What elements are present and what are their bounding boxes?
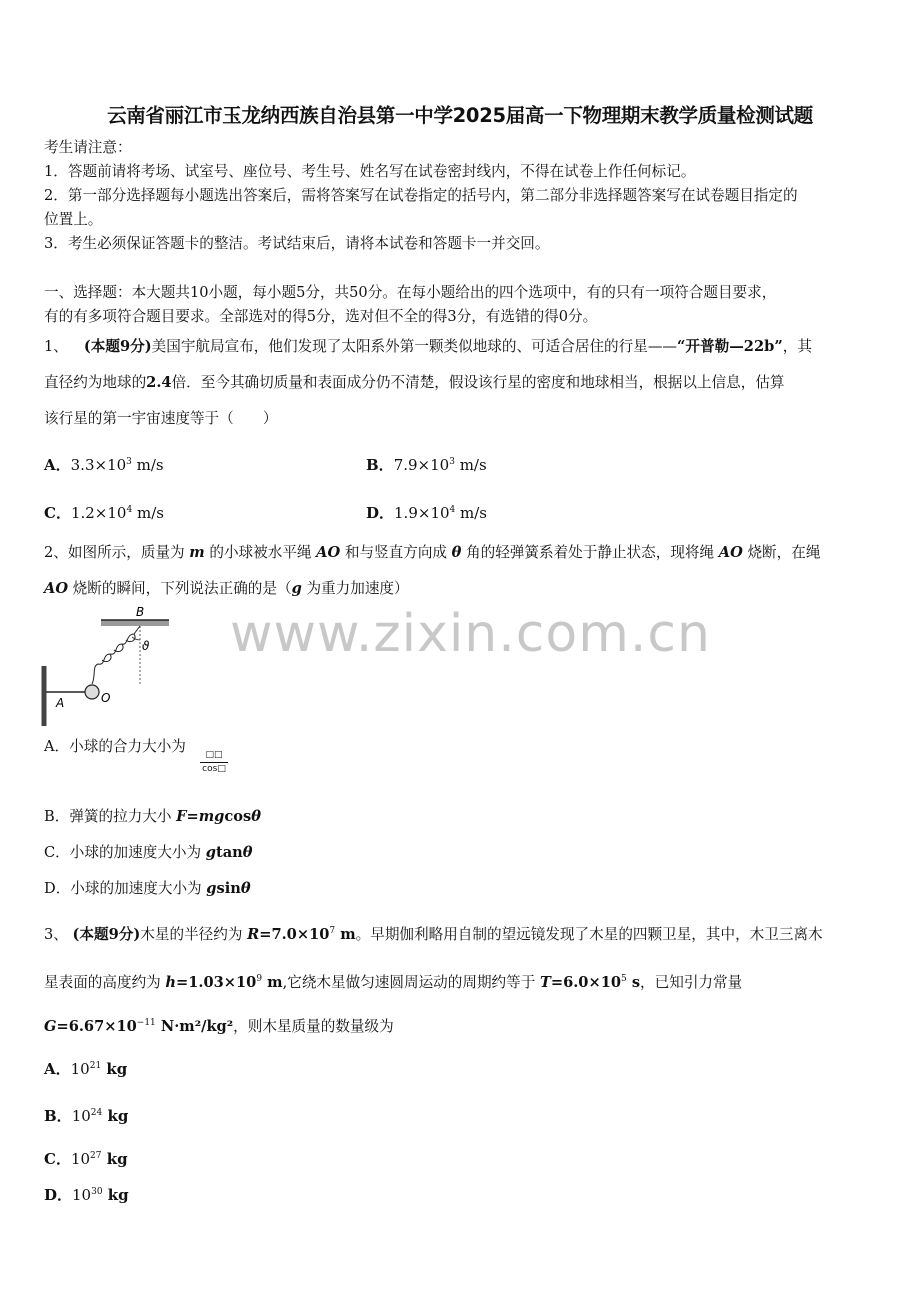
q1-line-1: 1、 (本题9分)美国宇航局宣布，他们发现了太阳系外第一颗类似地球的、可适合居住的行星——“开普勒—22b”，其 bbox=[44, 338, 812, 355]
q3-option-d: D．$10^{30}$ kg bbox=[44, 1186, 129, 1204]
q2-option-c: C．小球的加速度大小为 gtanθ bbox=[44, 844, 253, 861]
q1-number: 1、 bbox=[44, 338, 68, 355]
ceiling-support bbox=[101, 620, 169, 626]
section-intro: 一、选择题：本大题共10小题，每小题5分，共50分。在每小题给出的四个选项中，有的只有一项符合题目要求， bbox=[44, 284, 777, 301]
label-o: O bbox=[101, 691, 111, 705]
q1-marks: (本题9分) bbox=[83, 338, 152, 355]
q3-line-3: $G=6.67\times 10^{-11}$ N·m²/kg²，则木星质量的数量级为 bbox=[44, 1018, 394, 1035]
q1-option-b: B．$7.9\times 10^3$ m/s bbox=[366, 456, 487, 474]
ball bbox=[85, 685, 99, 699]
spring-coils bbox=[102, 634, 135, 662]
q2-option-a: A．小球的合力大小为 bbox=[44, 738, 186, 755]
notice-item: 1．答题前请将考场、试室号、座位号、考生号、姓名写在试卷密封线内，不得在试卷上作任何标记。 bbox=[44, 163, 696, 180]
q1-option-c: C．$1.2\times 10^4$ m/s bbox=[44, 504, 164, 522]
q1-line-2: 直径约为地球的2.4倍．至今其确切质量和表面成分仍不清楚，假设该行星的密度和地球相当，根据以上信息，估算 bbox=[44, 374, 785, 391]
q3-line-1: 3、 (本题9分)木星的半径约为 $R=7.0\times 10^7$ m。早期伽利略用自制的望远镜发现了木星的四颗卫星，其中，木卫三离木 bbox=[44, 926, 823, 943]
notice-item: 3．考生必须保证答题卡的整洁。考试结束后，请将本试卷和答题卡一并交回。 bbox=[44, 235, 550, 252]
q2-line-1: 2、如图所示，质量为 m 的小球被水平绳 AO 和与竖直方向成 θ 角的轻弹簧系着处于静止状态，现将绳 AO 烧断，在绳 bbox=[44, 544, 821, 561]
watermark: www.zixin.com.cn bbox=[230, 604, 711, 664]
spring-ball-diagram bbox=[38, 600, 178, 728]
label-a: A bbox=[56, 696, 65, 710]
planet-name: “开普勒—22b” bbox=[677, 338, 783, 355]
q2-line-2: AO 烧断的瞬间，下列说法正确的是（g 为重力加速度） bbox=[44, 580, 409, 597]
section-intro: 有的有多项符合题目要求。全部选对的得5分，选对但不全的得3分，有选错的得0分。 bbox=[44, 308, 598, 325]
label-b: B bbox=[136, 605, 145, 619]
q3-option-a: A．$10^{21}$ kg bbox=[44, 1060, 128, 1078]
q1-option-d: D．$1.9\times 10^4$ m/s bbox=[366, 504, 488, 522]
q2-option-a-fraction: □□ cos□ bbox=[200, 749, 228, 775]
q1-option-a: A．$3.3\times 10^3$ m/s bbox=[44, 456, 164, 474]
q3-line-2: 星表面的高度约为 $h=1.03\times 10^9$ m,它绕木星做匀速圆周运动的周期约等于 $T=6.0\times 10^5$ s，已知引力常量 bbox=[44, 974, 743, 991]
notice-item: 位置上。 bbox=[44, 211, 103, 228]
notice-item: 2．第一部分选择题每小题选出答案后，需将答案写在试卷指定的括号内，第二部分非选择题答案写在试卷题目指定的 bbox=[44, 187, 798, 204]
q3-option-b: B．$10^{24}$ kg bbox=[44, 1107, 129, 1125]
spring bbox=[92, 626, 140, 684]
notice-heading: 考生请注意： bbox=[44, 139, 132, 156]
label-theta: ϑ bbox=[142, 639, 150, 653]
q1-line-3: 该行星的第一宇宙速度等于（ ） bbox=[44, 410, 278, 427]
angle-arc bbox=[132, 637, 140, 640]
page-title: 云南省丽江市玉龙纳西族自治县第一中学2025届高一下物理期末教学质量检测试题 bbox=[107, 104, 813, 127]
q2-option-b: B．弹簧的拉力大小 F=mgcosθ bbox=[44, 808, 261, 825]
q3-option-c: C．$10^{27}$ kg bbox=[44, 1150, 128, 1168]
q2-option-d: D．小球的加速度大小为 gsinθ bbox=[44, 880, 251, 897]
